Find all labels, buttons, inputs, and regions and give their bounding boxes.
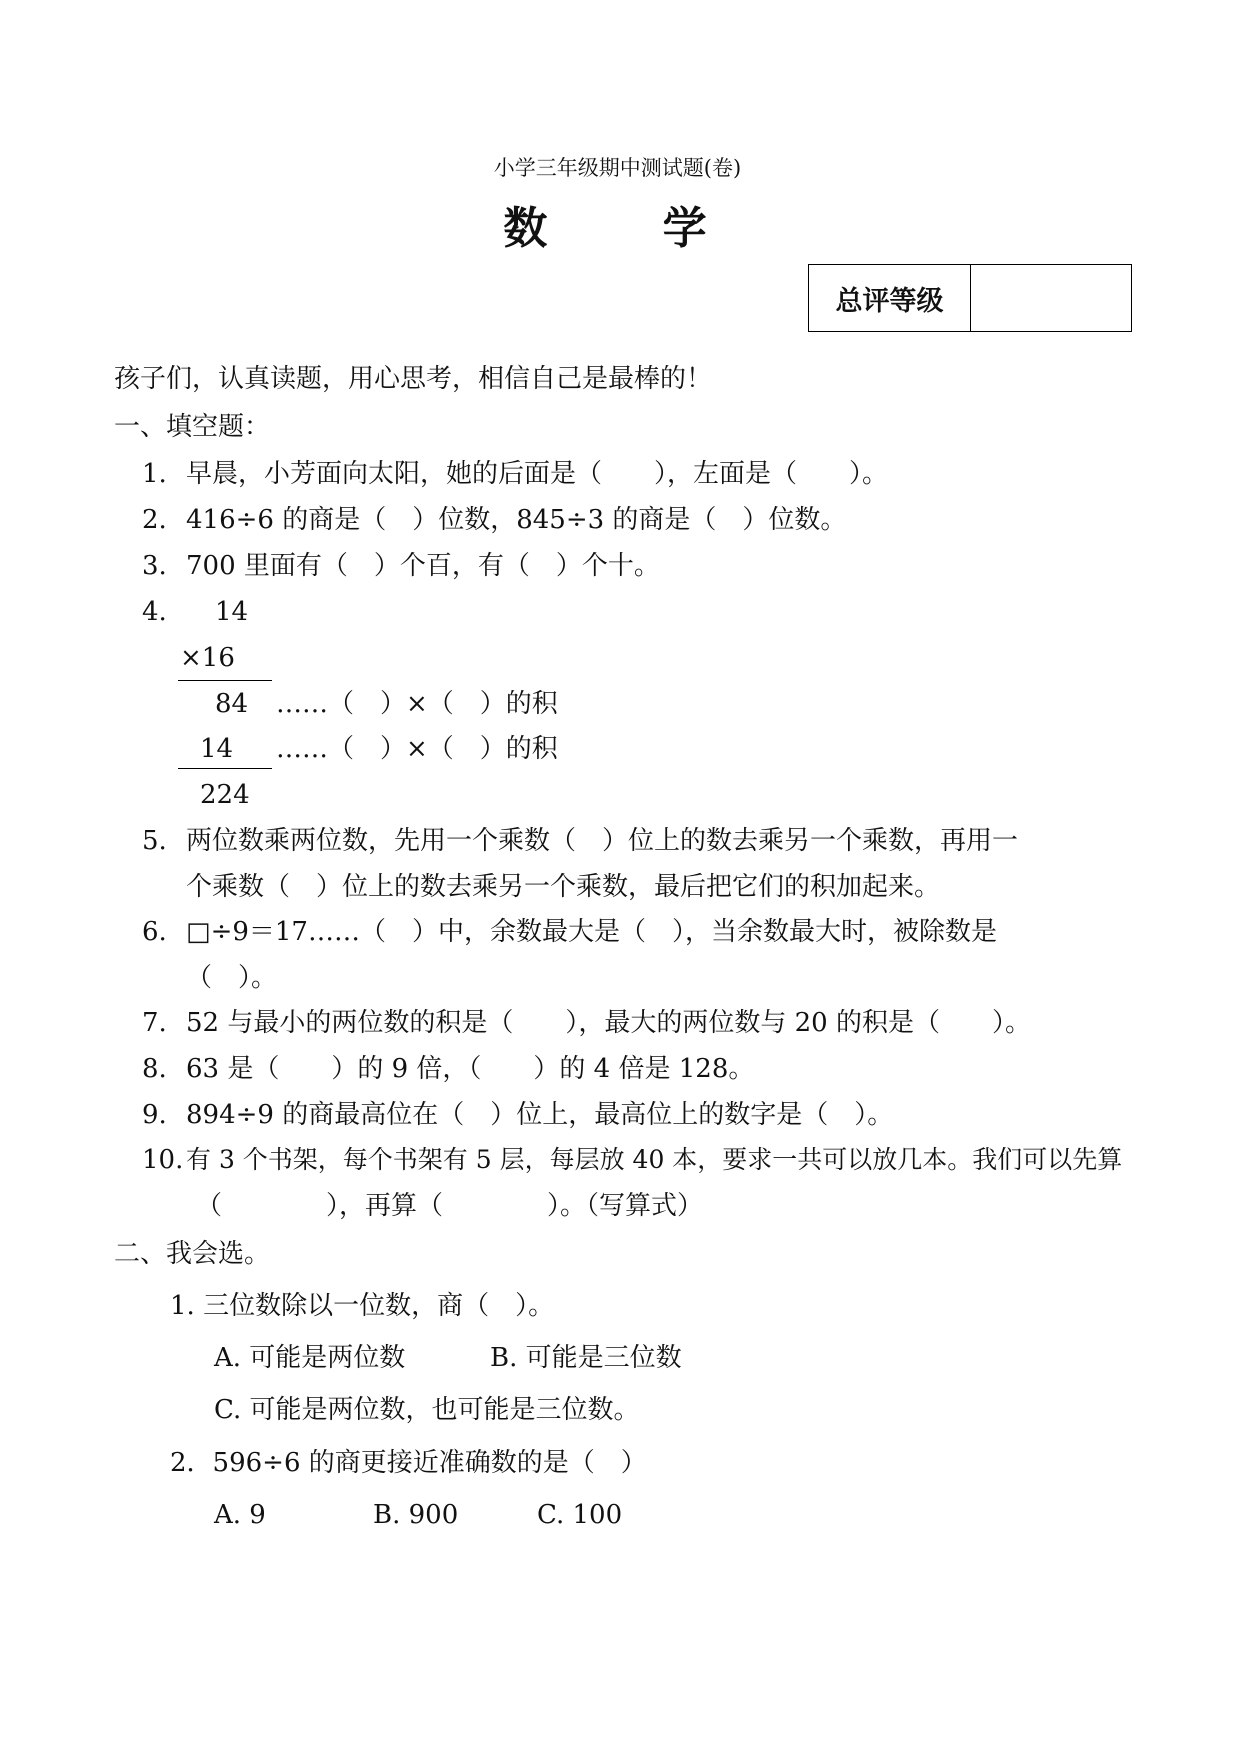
q10-text-line1: 有 3 个书架，每个书架有 5 层，每层放 40 本，要求一共可以放几本。我们可以先算 <box>186 1145 1123 1174</box>
q6-text-line2: （ ）。 <box>186 963 278 993</box>
page-title: 数 学 <box>503 203 757 254</box>
q1-text: 早晨，小芳面向太阳，她的后面是（ ），左面是（ ）。 <box>186 459 889 489</box>
section2-heading: 二、我会选。 <box>114 1239 271 1269</box>
q4-partial-2-note: ……（ ）×（ ）的积 <box>276 734 558 764</box>
q8-text: 63 是（ ）的 9 倍，（ ）的 4 倍是 128。 <box>186 1054 755 1084</box>
s2-q2-option-c: C. 100 <box>537 1500 623 1530</box>
q4-number: 4. <box>142 597 167 627</box>
s2-q1-option-c: C. 可能是两位数，也可能是三位数。 <box>214 1395 640 1425</box>
q10-number: 10. <box>142 1145 184 1175</box>
q10-text-line2: （ ），再算（ ）。（写算式） <box>196 1191 704 1221</box>
q4-result: 224 <box>200 780 250 810</box>
s2-q1-option-a: A. 可能是两位数 <box>214 1343 406 1373</box>
s2-q2-text: 2．596÷6 的商更接近准确数的是（ ） <box>170 1448 647 1478</box>
q5-text-line2: 个乘数（ ）位上的数去乘另一个乘数，最后把它们的积加起来。 <box>186 872 941 902</box>
q8-number: 8. <box>142 1054 167 1084</box>
q7-text: 52 与最小的两位数的积是（ ），最大的两位数与 20 的积是（ ）。 <box>186 1008 1031 1038</box>
q5-number: 5. <box>142 826 167 856</box>
q9-number: 9. <box>142 1100 167 1130</box>
q9-text: 894÷9 的商最高位在（ ）位上，最高位上的数字是（ ）。 <box>186 1100 894 1130</box>
s2-q1-option-b: B. 可能是三位数 <box>490 1343 682 1373</box>
q4-multiplier: ×16 <box>180 643 235 673</box>
q4-partial-2: 14 <box>200 734 234 764</box>
grade-value-field[interactable] <box>971 265 1131 331</box>
q2-number: 2. <box>142 505 167 535</box>
q1-number: 1. <box>142 459 167 489</box>
q6-number: 6. <box>142 917 167 947</box>
q4-partial-1-note: ……（ ）×（ ）的积 <box>276 689 558 719</box>
q4-partial-1: 84 <box>215 689 249 719</box>
q4-rule-1 <box>178 680 272 681</box>
q4-rule-2 <box>178 768 272 769</box>
q2-text: 416÷6 的商是（ ）位数，845÷3 的商是（ ）位数。 <box>186 505 847 535</box>
q7-number: 7. <box>142 1008 167 1038</box>
exam-subtitle: 小学三年级期中测试题(卷) <box>493 156 742 180</box>
intro-text: 孩子们，认真读题，用心思考，相信自己是最棒的！ <box>114 364 713 394</box>
q3-text: 700 里面有（ ）个百，有（ ）个十。 <box>186 551 660 581</box>
s2-q1-text: 1. 三位数除以一位数，商（ ）。 <box>170 1291 555 1321</box>
grade-label: 总评等级 <box>809 265 971 331</box>
q6-text-line1: □÷9＝17……（ ）中，余数最大是（ ），当余数最大时，被除数是 <box>186 917 997 947</box>
s2-q2-option-b: B. 900 <box>373 1500 459 1530</box>
s2-q2-option-a: A. 9 <box>214 1500 266 1530</box>
q4-multiplicand: 14 <box>215 597 249 627</box>
section1-heading: 一、填空题： <box>114 412 271 442</box>
q5-text-line1: 两位数乘两位数，先用一个乘数（ ）位上的数去乘另一个乘数，再用一 <box>186 826 1019 856</box>
q3-number: 3. <box>142 551 167 581</box>
grade-box <box>808 264 1132 332</box>
